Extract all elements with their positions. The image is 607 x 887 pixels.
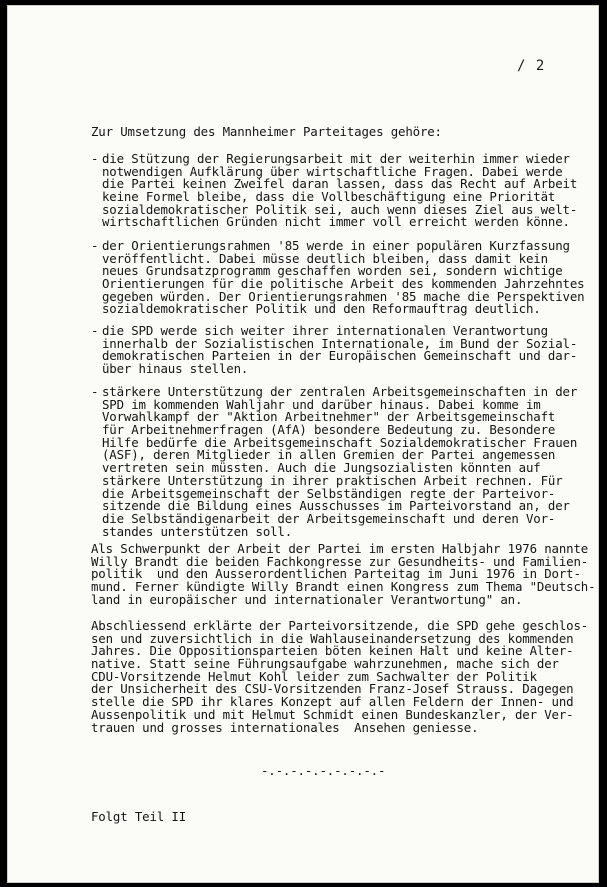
paragraph-1 [91,543,595,606]
section-separator: -.-.-.-.-.-.-.-.- [261,763,386,778]
bullet-text-line: Vorwahlkampf der "Aktion Arbeitnehmer" der Arbeitsgemeinschaft [102,409,556,425]
paragraph-text-line: trauen und grosses internationales Ansehen geniesse. [91,719,479,735]
paragraph-text-line: CDU-Vorsitzende Helmut Kohl leider zum Sachwalter der Politik [91,668,537,684]
bullet-text-line: notwendigen Aufklärung über wirtschaftliche Fragen. Dabei werde [102,163,563,179]
continuation-note: Folgt Teil II [91,809,187,824]
paragraph-text-line: Als Schwerpunkt der Arbeit der Partei im ersten Halbjahr 1976 nannte [91,541,589,556]
bullet-text-line: die Partei keinen Zweifel daran lassen, dass das Recht auf Arbeit [102,176,578,192]
bullet-dash: - [91,151,99,166]
bullet-dash: - [91,384,99,399]
bullet-item-2 [91,240,584,316]
bullet-text-line: neues Grundsatzprogramm geschaffen worden sei, sondern wichtige [102,263,563,279]
paragraph-text-line: sen und zuversichtlich in die Wahlauseinandersetzung des kommenden [91,630,574,646]
bullet-item-4 [91,386,577,538]
document-page [7,5,599,883]
bullet-text-line: stärkere Unterstützung in ihrer praktischen Arbeit rechnen. Für [102,472,563,488]
bullet-text-line: Orientierungen für die politische Arbeit des kommenden Jahrzehntes [102,276,585,292]
paragraph-text-line: native. Statt seine Führungsaufgabe wahrzunehmen, mache sich der [91,656,559,672]
bullet-text-line: über hinaus stellen. [102,361,249,377]
bullet-text-line: innerhalb der Sozialistischen Internationale, im Bund der Sozial- [102,335,578,351]
bullet-dash: - [91,323,99,338]
paragraph-text-line: Aussenpolitik und mit Helmut Schmidt einen Bundeskanzler, der Ver- [91,706,574,722]
page-number: / 2 [517,58,546,74]
bullet-text-line: demokratischen Parteien in der Europäischen Gemeinschaft und dar- [102,348,578,364]
bullet-text-line: der Orientierungsrahmen '85 werde in einer populären Kurzfassung [102,238,570,253]
bullet-dash: - [91,238,99,253]
paragraph-text-line: Willy Brandt die beiden Fachkongresse zur Gesundheits- und Familien- [91,553,589,569]
bullet-text-line: stärkere Unterstützung der zentralen Arbeitsgemeinschaften in der [102,384,578,399]
bullet-text-line: vertreten sein müssten. Auch die Jungsozialisten könnten auf [102,460,541,476]
paragraph-text-line: mund. Ferner kündigte Willy Brandt einen Kongress zum Thema "Deutsch- [91,579,596,595]
paragraph-text-line: Jahres. Die Oppositionsparteien böten keinen Halt und keine Alter- [91,643,574,659]
bullet-text-line: sitzende die Bildung eines Ausschusses im Parteivorstand an, der [102,498,570,514]
bullet-text-line: die Stützung der Regierungsarbeit mit der weiterhin immer wieder [102,151,570,166]
bullet-item-1 [91,153,577,229]
bullet-text-line: die SPD werde sich weiter ihrer internationalen Verantwortung [102,323,548,338]
bullet-text-line: veröffentlicht. Dabei müsse deutlich bleiben, dass damit kein [102,250,548,266]
bullet-text-line: für Arbeitnehmerfragen (AfA) besondere Bedeutung zu. Besondere [102,422,556,438]
bullet-text-line: die Arbeitsgemeinschaft der Selbständigen regte der Parteivor- [102,485,556,501]
bullet-text-line: (ASF), deren Mitglieder in allen Gremien der Partei angemessen [102,447,556,463]
bullet-text-line: standes unterstützen soll. [102,523,293,539]
bullet-text-line: SPD im kommenden Wahljahr und darüber hinaus. Dabei komme im [102,396,541,412]
bullet-text-line: gegeben würden. Der Orientierungsrahmen '85 mache die Perspektiven [102,288,585,304]
paragraph-text-line: stelle die SPD ihr klares Konzept auf allen Feldern der Innen- und [91,694,574,710]
bullet-text-line: sozialdemokratischer Politik und den Reformauftrag deutlich. [102,301,541,317]
bullet-text-line: die Selbständigenarbeit der Arbeitsgemeinschaft und deren Vor- [102,510,556,526]
paragraph-2 [91,620,588,734]
intro-line: Zur Umsetzung des Mannheimer Parteitages gehöre: [91,124,442,139]
paragraph-text-line: der Unsicherheit des CSU-Vorsitzenden Franz-Josef Strauss. Dagegen [91,681,574,697]
paragraph-text-line: land in europäischer und internationaler Verantwortung" an. [91,591,523,607]
paragraph-text-line: Abschliessend erklärte der Parteivorsitzende, die SPD gehe geschlos- [91,618,589,633]
bullet-text-line: sozialdemokratischer Politik sei, auch wenn dieses Ziel aus welt- [102,201,578,217]
bullet-text-line: wirtschaftlichen Gründen nicht immer voll erreicht werden könne. [102,214,570,230]
bullet-text-line: Hilfe bedürfe die Arbeitsgemeinschaft Sozialdemokratischer Frauen [102,434,578,450]
paragraph-text-line: politik und den Ausserordentlichen Parteitag im Juni 1976 in Dort- [91,566,581,582]
bullet-item-3 [91,325,577,376]
bullet-text-line: keine Formel bleibe, dass die Vollbeschäftigung eine Priorität [102,189,556,205]
